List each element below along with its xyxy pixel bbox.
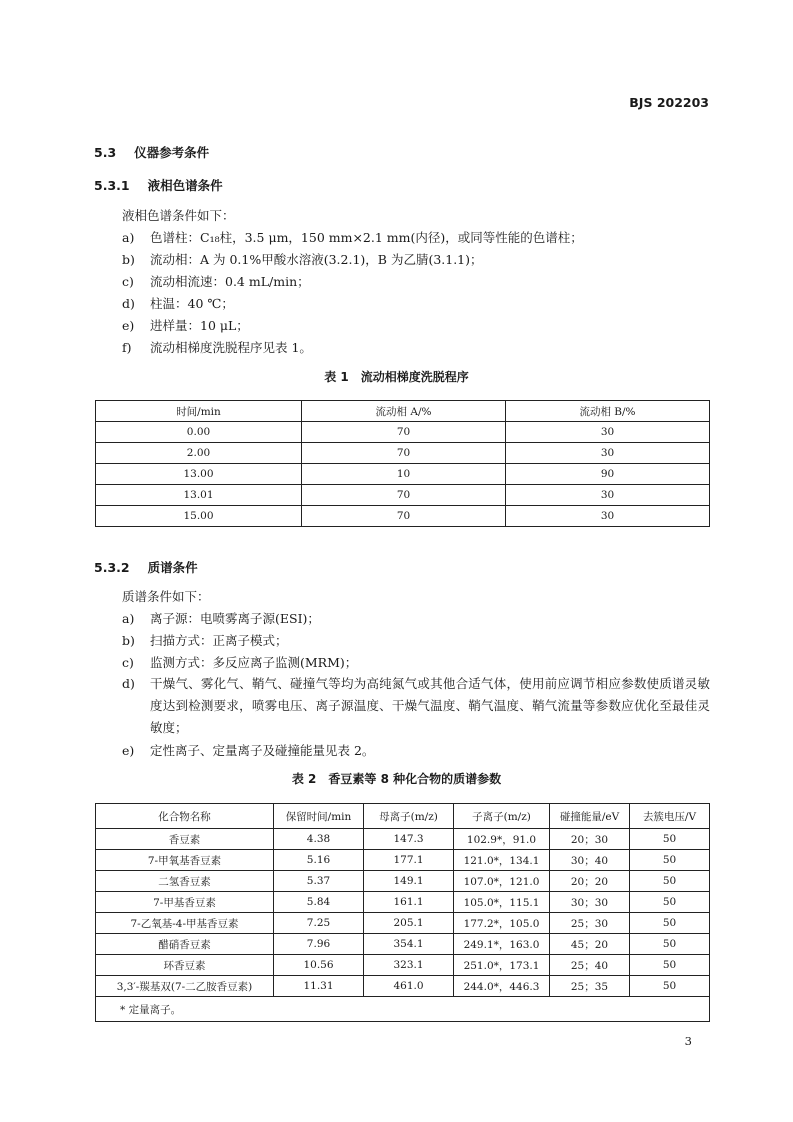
table-cell: 50 <box>630 913 710 934</box>
table-cell: 323.1 <box>364 955 454 976</box>
table-cell: 4.38 <box>274 829 364 850</box>
table-cell: 177.1 <box>364 850 454 871</box>
table-cell: 7-乙氧基-4-甲基香豆素 <box>96 913 274 934</box>
table-cell: 50 <box>630 976 710 997</box>
table-cell: 30 <box>506 485 710 506</box>
section-5-3-1-heading <box>94 176 223 194</box>
table-cell: 177.2*，105.0 <box>454 913 550 934</box>
table-row <box>96 892 710 913</box>
table-cell: 醋硝香豆素 <box>96 934 274 955</box>
table-row <box>96 850 710 871</box>
table-cell: 20；30 <box>550 829 630 850</box>
column-header: 母离子(m/z) <box>364 804 454 829</box>
list-item <box>122 741 374 759</box>
column-header: 去簇电压/V <box>630 804 710 829</box>
section-title: 质谱条件 <box>147 560 198 575</box>
table1-caption: 表 1 流动相梯度洗脱程序 <box>324 370 469 384</box>
column-header: 保留时间/min <box>274 804 364 829</box>
table-cell: 30 <box>506 443 710 464</box>
table-cell: 7.25 <box>274 913 364 934</box>
list-label: d) <box>122 296 135 311</box>
table-cell: 249.1*，163.0 <box>454 934 550 955</box>
table-cell: 50 <box>630 829 710 850</box>
list-item <box>122 653 357 671</box>
table-cell: 50 <box>630 892 710 913</box>
table-row <box>96 485 710 506</box>
list-label: b) <box>122 633 135 648</box>
table-cell: 161.1 <box>364 892 454 913</box>
table-cell: 30；30 <box>550 892 630 913</box>
table-cell: 354.1 <box>364 934 454 955</box>
list-text: 定性离子、定量离子及碰撞能量见表 2。 <box>150 743 375 758</box>
list-item <box>122 609 320 627</box>
table-cell: 70 <box>302 506 506 527</box>
table-cell: 13.00 <box>96 464 302 485</box>
section-number: 5.3 <box>94 145 117 160</box>
table-cell: 244.0*，446.3 <box>454 976 550 997</box>
list-label: c) <box>122 274 134 289</box>
table-row <box>96 443 710 464</box>
table-cell: 环香豆素 <box>96 955 274 976</box>
list-text: 流动相梯度洗脱程序见表 1。 <box>150 340 312 355</box>
page-number: 3 <box>684 1034 692 1048</box>
ms-intro: 质谱条件如下： <box>122 589 210 604</box>
list-item <box>122 631 288 649</box>
table-cell: 50 <box>630 850 710 871</box>
table-cell: 70 <box>302 422 506 443</box>
table-cell: 45；20 <box>550 934 630 955</box>
table-cell: 25；40 <box>550 955 630 976</box>
column-header: 流动相 A/% <box>302 401 506 422</box>
list-label: d) <box>122 676 135 691</box>
table-cell: 149.1 <box>364 871 454 892</box>
table-row <box>96 976 710 997</box>
table-row <box>96 829 710 850</box>
table-cell: 10.56 <box>274 955 364 976</box>
list-item <box>122 338 312 356</box>
table-cell: 105.0*，115.1 <box>454 892 550 913</box>
table-cell: 30 <box>506 506 710 527</box>
table-cell: 70 <box>302 485 506 506</box>
table-cell: 70 <box>302 443 506 464</box>
list-label: a) <box>122 611 135 626</box>
list-item <box>122 316 249 334</box>
table-cell: 5.37 <box>274 871 364 892</box>
table-note: * 定量离子。 <box>96 997 710 1022</box>
doc-code: BJS 202203 <box>629 95 709 110</box>
list-item <box>122 250 483 268</box>
list-text: 柱温：40 ℃； <box>150 296 234 311</box>
list-text: 流动相：A 为 0.1%甲酸水溶液(3.2.1)，B 为乙腈(3.1.1)； <box>150 252 483 267</box>
list-text: 监测方式：多反应离子监测(MRM)； <box>150 655 358 670</box>
table-cell: 30 <box>506 422 710 443</box>
list-text: 色谱柱：C₁₈柱，3.5 μm，150 mm×2.1 mm(内径)，或同等性能的色谱柱； <box>150 230 583 245</box>
table-cell: 205.1 <box>364 913 454 934</box>
table-header-row <box>96 401 710 422</box>
ms-parameters-table <box>95 803 710 1022</box>
table-cell: 30；40 <box>550 850 630 871</box>
section-5-3-2-heading <box>94 558 198 576</box>
table-row <box>96 422 710 443</box>
table-cell: 0.00 <box>96 422 302 443</box>
table-cell: 10 <box>302 464 506 485</box>
table-cell: 102.9*，91.0 <box>454 829 550 850</box>
table-cell: 50 <box>630 934 710 955</box>
table-note-row <box>96 997 710 1022</box>
list-text: 扫描方式：正离子模式； <box>150 633 288 648</box>
column-header: 子离子(m/z) <box>454 804 550 829</box>
table-cell: 11.31 <box>274 976 364 997</box>
list-item <box>122 673 710 739</box>
table-cell: 461.0 <box>364 976 454 997</box>
table2-caption: 表 2 香豆素等 8 种化合物的质谱参数 <box>291 772 502 786</box>
section-number: 5.3.1 <box>94 178 130 193</box>
table-row <box>96 871 710 892</box>
table-cell: 147.3 <box>364 829 454 850</box>
column-header: 化合物名称 <box>96 804 274 829</box>
table-cell: 7-甲氧基香豆素 <box>96 850 274 871</box>
table-cell: 3,3′-羰基双(7-二乙胺香豆素) <box>96 976 274 997</box>
list-label: e) <box>122 743 135 758</box>
table-cell: 二氢香豆素 <box>96 871 274 892</box>
table-cell: 107.0*，121.0 <box>454 871 550 892</box>
table-cell: 7.96 <box>274 934 364 955</box>
table-cell: 15.00 <box>96 506 302 527</box>
table-header-row <box>96 804 710 829</box>
table-cell: 121.0*，134.1 <box>454 850 550 871</box>
table-cell: 7-甲基香豆素 <box>96 892 274 913</box>
table-cell: 251.0*，173.1 <box>454 955 550 976</box>
table-cell: 25；30 <box>550 913 630 934</box>
section-title: 液相色谱条件 <box>147 178 223 193</box>
section-5-3-heading <box>94 143 209 161</box>
gradient-table <box>95 400 710 527</box>
table-row <box>96 913 710 934</box>
list-label: c) <box>122 655 134 670</box>
table-cell: 香豆素 <box>96 829 274 850</box>
list-item <box>122 228 583 246</box>
table-cell: 90 <box>506 464 710 485</box>
list-text: 离子源：电喷雾离子源(ESI)； <box>150 611 320 626</box>
column-header: 时间/min <box>96 401 302 422</box>
list-text: 干燥气、雾化气、鞘气、碰撞气等均为高纯氮气或其他合适气体，使用前应调节相应参数使质谱灵敏度达到检测要求，喷雾电压、离子源温度、干燥气温度、鞘气温度、鞘气流量等参数应优化至最佳灵敏度； <box>150 676 710 735</box>
list-text: 流动相流速：0.4 mL/min； <box>150 274 310 289</box>
list-label: e) <box>122 318 135 333</box>
table-cell: 50 <box>630 871 710 892</box>
table-row <box>96 934 710 955</box>
table-cell: 13.01 <box>96 485 302 506</box>
section-title: 仪器参考条件 <box>134 145 210 160</box>
list-label: b) <box>122 252 135 267</box>
table-cell: 25；35 <box>550 976 630 997</box>
list-label: a) <box>122 230 135 245</box>
list-item <box>122 294 234 312</box>
table-cell: 5.16 <box>274 850 364 871</box>
table-row <box>96 506 710 527</box>
list-label: f) <box>122 340 132 355</box>
list-item <box>122 272 310 290</box>
table-row <box>96 955 710 976</box>
lc-intro: 液相色谱条件如下： <box>122 208 235 223</box>
table-cell: 5.84 <box>274 892 364 913</box>
column-header: 流动相 B/% <box>506 401 710 422</box>
section-number: 5.3.2 <box>94 560 130 575</box>
table-cell: 20；20 <box>550 871 630 892</box>
table-row <box>96 464 710 485</box>
table-cell: 50 <box>630 955 710 976</box>
table-cell: 2.00 <box>96 443 302 464</box>
list-text: 进样量：10 μL； <box>150 318 249 333</box>
column-header: 碰撞能量/eV <box>550 804 630 829</box>
